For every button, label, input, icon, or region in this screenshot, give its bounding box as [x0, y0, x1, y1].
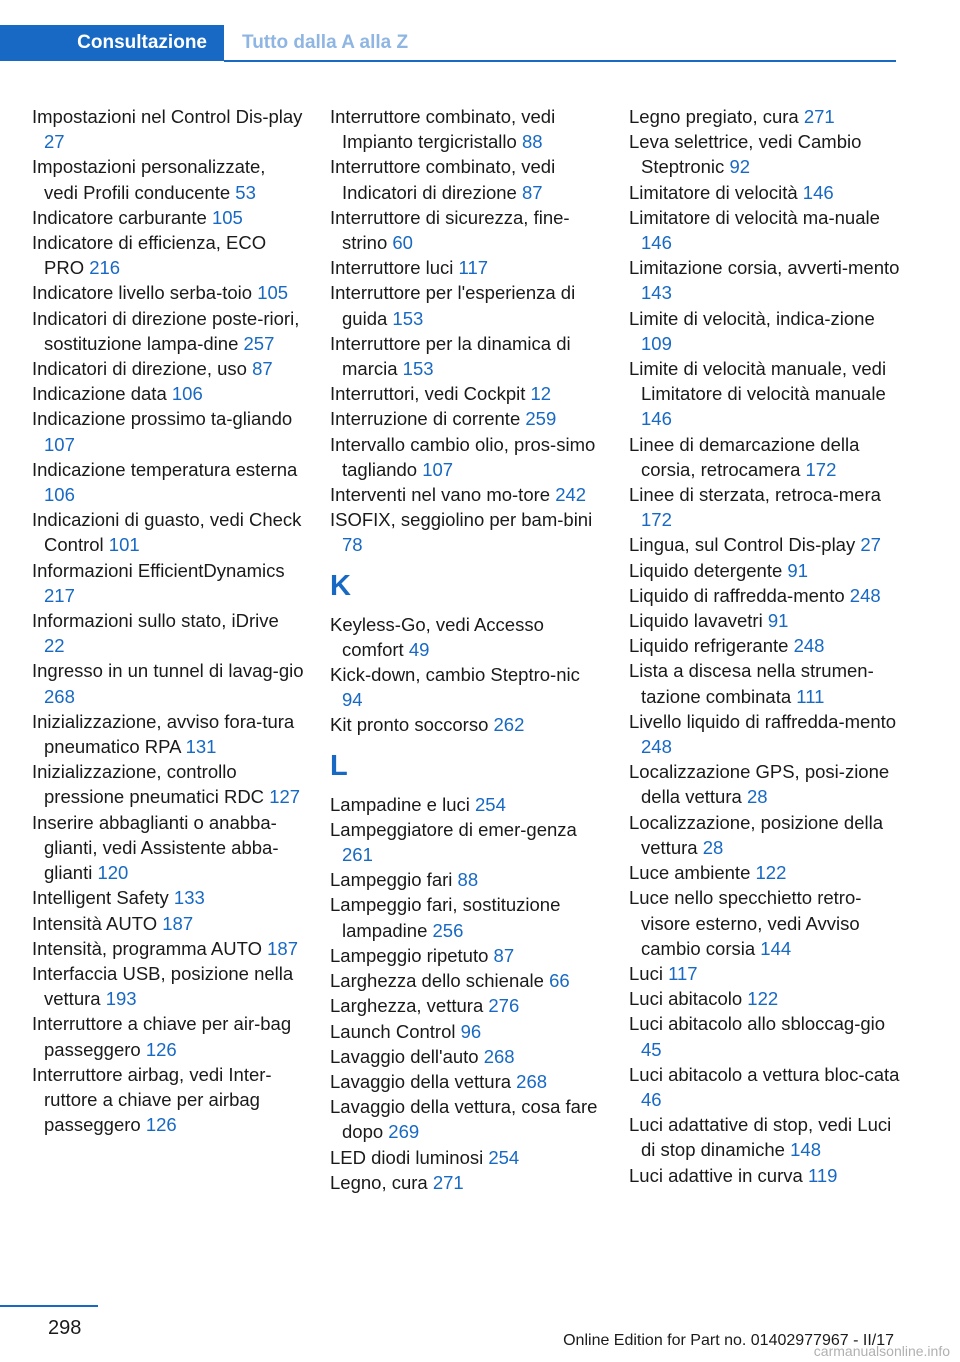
index-column-3: [629, 104, 901, 1188]
index-entry: [629, 810, 901, 860]
index-entry: [629, 1163, 901, 1188]
index-entry: [330, 205, 602, 255]
index-page-link[interactable]: 107: [422, 458, 454, 480]
index-page-link[interactable]: 268: [483, 1045, 515, 1067]
index-entry: [330, 280, 602, 330]
index-entry-text: Ingresso in un tunnel di lavag‐gio: [32, 660, 304, 682]
index-entry: [629, 306, 901, 356]
index-entry: [330, 255, 602, 280]
index-entry-text: Lavaggio della vettura: [330, 1070, 512, 1092]
index-entry-text: Localizzazione GPS, posi‐zione della vettura: [629, 761, 890, 808]
index-entry: [629, 759, 901, 809]
index-entry-text: Indicatore di efficienza, ECO PRO: [32, 232, 267, 279]
index-entry-text: Intervallo cambio olio, pros‐simo tagliando: [330, 433, 596, 480]
index-entry-text: Lista a discesa nella strumen‐tazione combinata: [629, 660, 874, 707]
index-page-link[interactable]: 187: [162, 912, 194, 934]
index-entry: [330, 1069, 602, 1094]
index-entry: [330, 892, 602, 942]
index-entry-text: Liquido refrigerante: [629, 635, 789, 657]
index-page-link[interactable]: 256: [432, 919, 464, 941]
index-entry: [330, 612, 602, 662]
index-entry: [629, 860, 901, 885]
index-page-link[interactable]: 111: [796, 685, 825, 707]
index-entry: [32, 658, 304, 708]
index-entry-text: Limitatore di velocità: [629, 181, 798, 203]
index-page-link[interactable]: 46: [641, 1088, 662, 1110]
index-entry-text: Lampeggiatore di emer‐genza: [330, 818, 577, 840]
index-page-link[interactable]: 87: [521, 181, 543, 203]
index-entry: [629, 129, 901, 179]
index-page-link[interactable]: 107: [44, 433, 75, 455]
index-entry-text: Indicatore carburante: [32, 206, 207, 228]
index-page-link[interactable]: 248: [849, 584, 881, 606]
index-entry: [629, 986, 901, 1011]
index-page-link[interactable]: 268: [44, 685, 75, 707]
index-entry: [32, 608, 304, 658]
watermark: carmanualsonline.info: [813, 1343, 950, 1359]
index-page-link[interactable]: 94: [342, 689, 363, 711]
index-page-link[interactable]: 49: [408, 638, 430, 660]
index-entry: [629, 205, 901, 255]
index-entry: [32, 230, 304, 280]
index-page-link[interactable]: 117: [458, 257, 489, 279]
index-entry-text: Lampeggio ripetuto: [330, 944, 489, 966]
index-entry: [32, 306, 304, 356]
index-entry: [330, 104, 602, 154]
index-entry-text: Luci abitacolo allo sbloccag‐gio: [629, 1013, 886, 1035]
index-entry: [629, 558, 901, 583]
index-entry-text: Luci: [629, 962, 663, 984]
index-page-link[interactable]: 101: [108, 534, 140, 556]
index-entry: [629, 633, 901, 658]
index-entry: [629, 608, 901, 633]
index-entry-text: Indicatore livello serba‐toio: [32, 282, 253, 304]
index-page-link[interactable]: 271: [803, 106, 835, 127]
index-entry: [629, 432, 901, 482]
index-page-link[interactable]: 127: [269, 786, 301, 808]
index-entry-text: Indicazione prossimo ta‐gliando: [32, 408, 293, 430]
index-entry-text: Limite di velocità, indica‐zione: [629, 307, 875, 329]
index-entry: [629, 709, 901, 759]
index-entry: [32, 911, 304, 936]
index-page-link[interactable]: 148: [790, 1139, 821, 1161]
index-page-link[interactable]: 269: [388, 1121, 420, 1143]
index-entry-text: Interruttori, vedi Cockpit: [330, 383, 526, 405]
index-entry-text: Intelligent Safety: [32, 887, 169, 909]
index-entry: [629, 356, 901, 432]
index-entry: [32, 1062, 304, 1138]
index-entry: [629, 255, 901, 305]
index-entry: [330, 406, 602, 431]
index-entry-text: Liquido lavavetri: [629, 610, 763, 632]
index-entry: [629, 104, 901, 129]
index-entry-text: Kick-down, cambio Steptro‐nic: [330, 664, 580, 686]
index-page-link[interactable]: 122: [755, 862, 787, 884]
tab-tutto-dalla-a-alla-z[interactable]: Tutto dalla A alla Z: [242, 32, 409, 53]
index-page-link[interactable]: 87: [493, 944, 515, 966]
index-entry-text: Indicazione temperatura esterna: [32, 458, 298, 480]
index-column-1: [32, 104, 304, 1137]
index-page-link[interactable]: 262: [493, 714, 525, 736]
index-entry-text: Luce nello specchietto retro‐visore esterno, vedi Avviso cambio corsia: [629, 887, 862, 959]
index-page-link[interactable]: 78: [342, 534, 363, 556]
index-page-link[interactable]: 106: [44, 484, 75, 506]
index-entry: [330, 1044, 602, 1069]
index-page-link[interactable]: 96: [460, 1020, 482, 1042]
index-page-link[interactable]: 153: [392, 307, 424, 329]
index-page-link[interactable]: 257: [243, 332, 275, 354]
index-entry-text: Legno pregiato, cura: [629, 106, 799, 127]
index-page-link[interactable]: 60: [392, 232, 413, 254]
index-entry: [629, 1011, 901, 1061]
index-page-link[interactable]: 27: [44, 131, 65, 153]
index-entry: [32, 885, 304, 910]
index-entry-text: Interruttore airbag, vedi Inter‐ruttore a chiave per airbag passeggero: [32, 1063, 272, 1136]
index-entry-text: Interruttore di sicurezza, fine‐strino: [330, 206, 570, 254]
edition-note: Online Edition for Part no. 01402977967 - II/17: [563, 1332, 894, 1349]
index-page-link[interactable]: 126: [145, 1038, 177, 1060]
index-entry-text: Leva selettrice, vedi Cambio Steptronic: [629, 131, 862, 178]
index-entry: [32, 457, 304, 507]
index-page-link[interactable]: 271: [432, 1171, 464, 1193]
index-entry-text: Informazioni sullo stato, iDrive: [32, 610, 279, 632]
index-entry-text: Interruttore a chiave per air‐bag passeggero: [32, 1013, 292, 1060]
index-page-link[interactable]: 248: [641, 736, 672, 758]
index-entry: [330, 1170, 602, 1195]
index-page-link[interactable]: 242: [555, 484, 587, 506]
index-page-link[interactable]: 66: [549, 970, 570, 992]
index-entry-text: Liquido detergente: [629, 559, 783, 581]
page-number: 298: [48, 1317, 82, 1339]
index-page-link[interactable]: 88: [457, 869, 479, 891]
index-page-link[interactable]: 187: [267, 937, 298, 959]
index-page-link[interactable]: 259: [525, 408, 557, 430]
index-entry: [330, 1019, 602, 1044]
index-entry: [629, 583, 901, 608]
page-header: [0, 0, 896, 64]
index-page-link[interactable]: 106: [171, 383, 203, 405]
index-entry-text: Indicatori di direzione, uso: [32, 358, 247, 380]
index-entry-text: Lampadine e luci: [330, 793, 470, 815]
index-entry: [330, 507, 602, 557]
index-entry: [629, 482, 901, 532]
index-page-link[interactable]: 119: [807, 1164, 838, 1186]
index-entry-text: Linee di demarcazione della corsia, retrocamera: [629, 433, 860, 480]
index-entry: [330, 817, 602, 867]
index-entry-text: Limitatore di velocità ma‐nuale: [629, 206, 880, 228]
index-entry-text: Indicazioni di guasto, vedi Check Control: [32, 509, 302, 556]
index-page-link[interactable]: 126: [145, 1114, 177, 1136]
index-entry-text: ISOFIX, seggiolino per bam‐bini: [330, 509, 593, 531]
index-entry-text: Larghezza, vettura: [330, 995, 484, 1017]
index-page-link[interactable]: 144: [760, 937, 792, 959]
index-entry: [32, 104, 304, 154]
index-entry: [32, 961, 304, 1011]
index-page-link[interactable]: 146: [641, 408, 672, 430]
index-page-link[interactable]: 105: [257, 282, 289, 304]
index-entry-text: Limite di velocità manuale, vedi Limitatore di velocità manuale: [629, 358, 887, 405]
index-entry: [32, 759, 304, 809]
index-entry-text: Luci abitacolo: [629, 988, 743, 1010]
index-page-link[interactable]: 45: [641, 1038, 662, 1060]
index-entry: [330, 662, 602, 712]
index-page-link[interactable]: 248: [793, 635, 825, 657]
index-entry-text: Indicatori di direzione poste‐riori, sostituzione lampa‐dine: [32, 307, 300, 354]
index-entry: [330, 154, 602, 204]
index-page-link[interactable]: 146: [802, 181, 834, 203]
index-entry: [32, 356, 304, 381]
index-entry-text: Impostazioni personalizzate, vedi Profili conducente: [32, 156, 266, 203]
index-entry-text: Legno, cura: [330, 1171, 428, 1193]
index-entry-text: Inizializzazione, controllo pressione pneumatici RDC: [32, 761, 265, 808]
index-page-link[interactable]: 268: [516, 1070, 548, 1092]
index-entry-text: Lampeggio fari, sostituzione lampadine: [330, 894, 561, 941]
index-page-link[interactable]: 276: [488, 995, 520, 1017]
tab-consultazione[interactable]: Consultazione: [0, 25, 224, 61]
index-entry: [330, 792, 602, 817]
index-entry-text: Linee di sterzata, retroca‐mera: [629, 484, 881, 506]
footer-rule: [0, 1305, 98, 1307]
index-entry: [629, 1062, 901, 1112]
index-entry-text: Localizzazione, posizione della vettura: [629, 811, 884, 858]
index-entry: [629, 885, 901, 961]
index-entry-text: Lingua, sul Control Dis‐play: [629, 534, 856, 556]
index-entry: [330, 968, 602, 993]
index-page-link[interactable]: 122: [747, 988, 779, 1010]
index-entry-text: Launch Control: [330, 1020, 456, 1042]
index-entry-text: Lavaggio dell'auto: [330, 1045, 479, 1067]
section-letter: L: [330, 749, 348, 782]
index-entry: [330, 331, 602, 381]
index-entry: [330, 943, 602, 968]
index-entry-text: Interruzione di corrente: [330, 408, 521, 430]
index-page-link[interactable]: 146: [641, 232, 672, 254]
index-entry: [629, 180, 901, 205]
index-entry-text: Luci adattative di stop, vedi Luci di stop dinamiche: [629, 1114, 892, 1161]
index-entry-text: Informazioni EfficientDynamics: [32, 559, 285, 581]
index-page-link[interactable]: 133: [173, 887, 205, 909]
index-page-link[interactable]: 153: [402, 358, 434, 380]
index-entry-text: Interruttore combinato, vedi Impianto tergicristallo: [330, 106, 556, 153]
index-entry-text: Lampeggio fari: [330, 869, 453, 891]
index-entry-text: Interruttore per l'esperienza di guida: [330, 282, 576, 329]
index-entry: [629, 1112, 901, 1162]
index-entry: [32, 406, 304, 456]
index-entry-text: Liquido di raffredda‐mento: [629, 584, 845, 606]
index-entry: [32, 1011, 304, 1061]
index-page-link[interactable]: 254: [488, 1146, 520, 1168]
index-entry: [330, 993, 602, 1018]
index-column-2: [330, 104, 602, 1195]
index-entry: [629, 658, 901, 708]
index-page-link[interactable]: 172: [805, 458, 837, 480]
index-page-link[interactable]: 131: [185, 736, 217, 758]
index-page-link[interactable]: 109: [641, 332, 672, 354]
index-entry: [32, 507, 304, 557]
index-entry-text: Interruttore combinato, vedi Indicatori di direzione: [330, 156, 556, 203]
index-page-link[interactable]: 12: [530, 383, 552, 405]
index-entry: [32, 810, 304, 886]
index-entry-text: Larghezza dello schienale: [330, 970, 544, 992]
index-page-link[interactable]: 172: [641, 509, 672, 531]
index-entry: [330, 712, 602, 737]
index-entry-text: Limitazione corsia, avverti‐mento: [629, 257, 900, 279]
index-entry: [330, 482, 602, 507]
index-entry-text: Inizializzazione, avviso fora‐tura pneumatico RPA: [32, 710, 295, 758]
index-page-link[interactable]: 217: [44, 584, 75, 606]
index-entry-text: Luci abitacolo a vettura bloc‐cata: [629, 1063, 900, 1085]
index-entry-text: Interfaccia USB, posizione nella vettura: [32, 962, 294, 1010]
index-entry: [32, 558, 304, 608]
index-entry: [330, 381, 602, 406]
index-page-link[interactable]: 91: [767, 610, 789, 632]
section-letter: K: [330, 569, 351, 602]
index-page-link[interactable]: 261: [342, 844, 373, 866]
index-entry: [629, 961, 901, 986]
index-entry: [330, 432, 602, 482]
index-entry-text: Intensità AUTO: [32, 912, 158, 934]
index-page-link[interactable]: 88: [521, 131, 543, 153]
index-entry: [330, 867, 602, 892]
index-entry-text: Kit pronto soccorso: [330, 714, 489, 736]
index-page-link[interactable]: 28: [702, 836, 724, 858]
index-entry-text: Livello liquido di raffredda‐mento: [629, 710, 897, 732]
index-page-link[interactable]: 193: [105, 988, 137, 1010]
index-page-link[interactable]: 87: [252, 358, 273, 380]
index-entry-text: Keyless-Go, vedi Accesso comfort: [330, 613, 544, 660]
index-entry-text: Luci adattive in curva: [629, 1164, 803, 1186]
index-entry-text: Lavaggio della vettura, cosa fare dopo: [330, 1096, 598, 1143]
index-entry-text: Intensità, programma AUTO: [32, 937, 262, 959]
index-entry: [330, 1094, 602, 1144]
index-page-link[interactable]: 120: [97, 862, 129, 884]
index-entry-text: Impostazioni nel Control Dis‐play: [32, 106, 303, 127]
index-entry-text: Inserire abbaglianti o anabba‐glianti, vedi Assistente abba‐glianti: [32, 811, 279, 884]
index-entry-text: Interruttore per la dinamica di marcia: [330, 332, 571, 380]
index-entry-text: Interruttore luci: [330, 257, 454, 279]
index-page-link[interactable]: 216: [89, 257, 121, 279]
index-page-link[interactable]: 105: [211, 206, 243, 228]
index-page-link[interactable]: 143: [641, 282, 672, 304]
index-entry: [330, 1145, 602, 1170]
index-entry: [32, 205, 304, 230]
index-page-link[interactable]: 28: [746, 786, 768, 808]
index-page-link[interactable]: 254: [475, 793, 506, 815]
index-entry: [32, 709, 304, 759]
index-entry-text: Indicazione data: [32, 383, 167, 405]
index-entry-text: Luce ambiente: [629, 862, 751, 884]
index-entry: [32, 154, 304, 204]
index-page-link[interactable]: 117: [668, 962, 698, 984]
index-entry: [32, 381, 304, 406]
header-rule: [224, 60, 896, 62]
index-entry-text: LED diodi luminosi: [330, 1146, 484, 1168]
index-entry-text: Interventi nel vano mo‐tore: [330, 484, 551, 506]
index-page-link[interactable]: 27: [860, 534, 881, 556]
index-entry: [32, 936, 304, 961]
index-page-link[interactable]: 91: [787, 559, 808, 581]
index-page-link[interactable]: 53: [235, 181, 256, 203]
index-entry: [629, 532, 901, 557]
index-entry: [32, 280, 304, 305]
index-page-link[interactable]: 22: [44, 635, 65, 657]
index-page-link[interactable]: 92: [729, 156, 751, 178]
